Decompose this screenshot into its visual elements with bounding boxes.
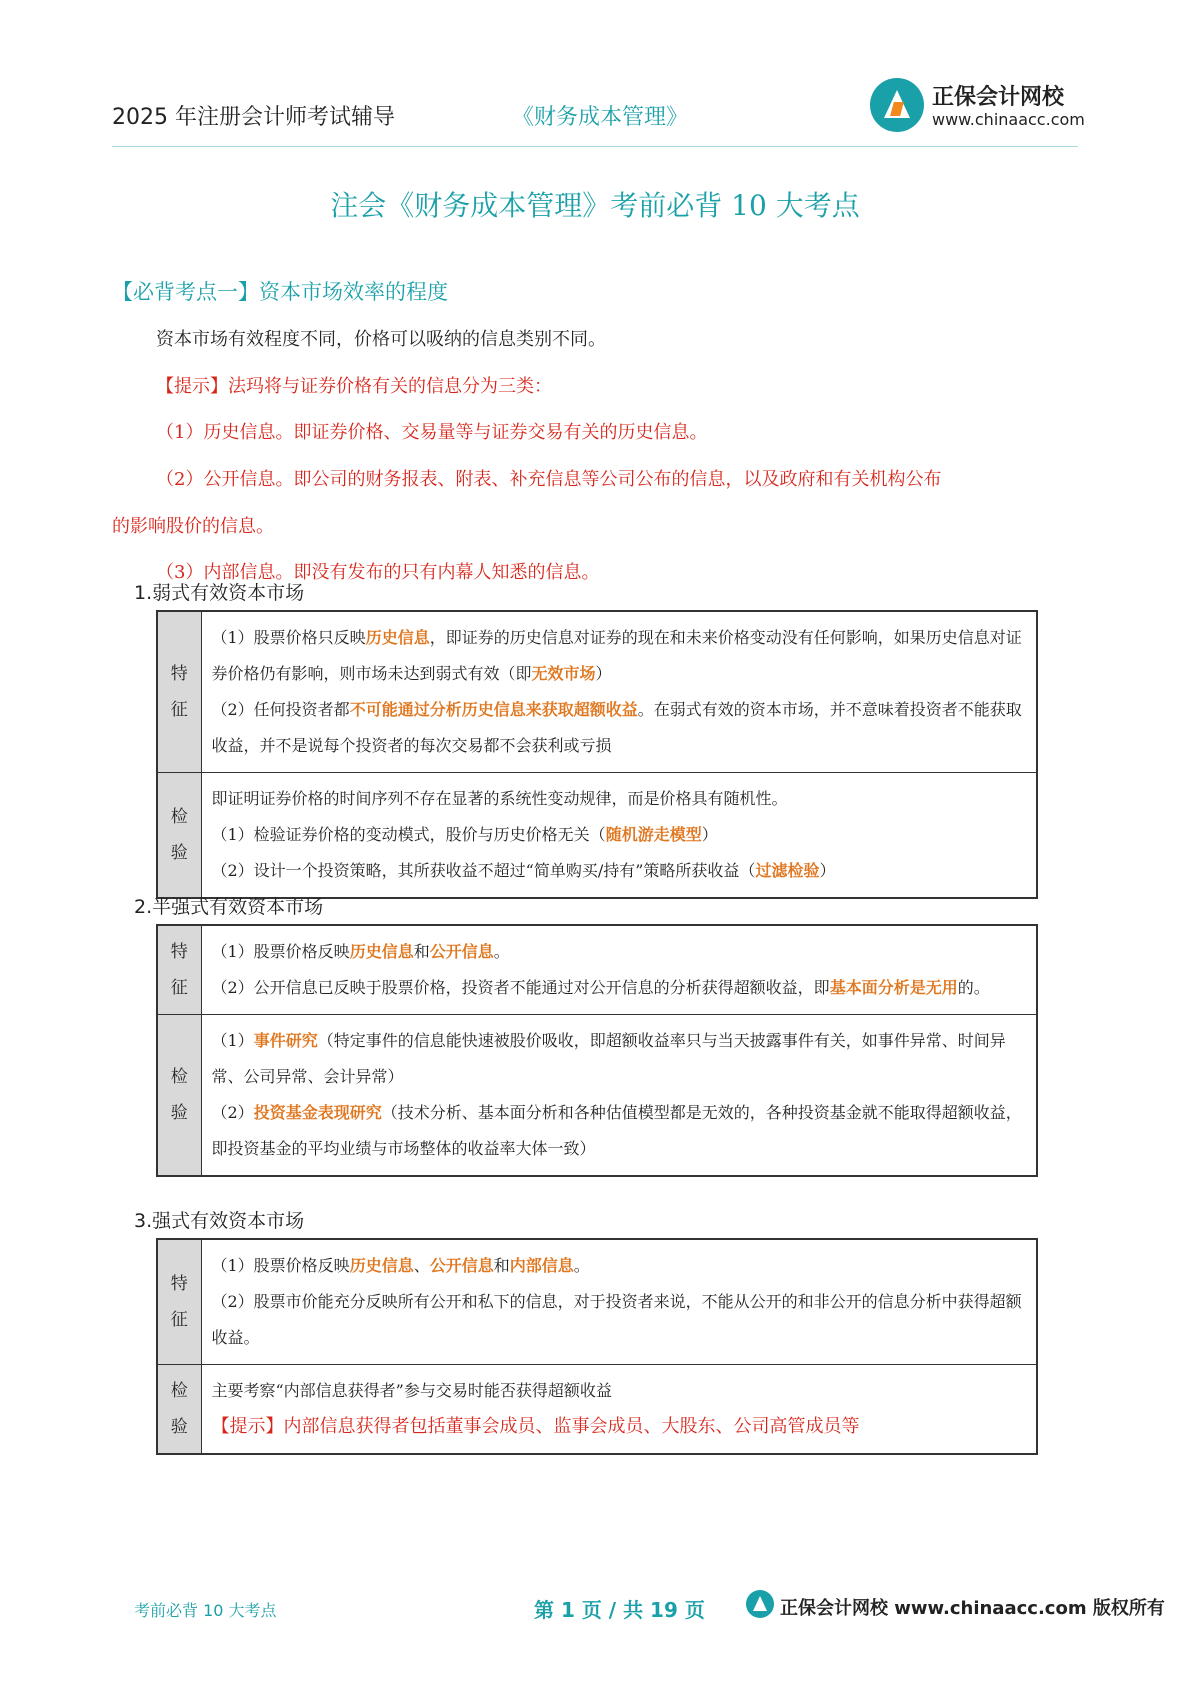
- table-row: [157, 773, 1037, 899]
- subject-title: 《财务成本管理》: [512, 105, 689, 130]
- table-row: [157, 1365, 1037, 1455]
- test-label: 检 验: [157, 1015, 201, 1177]
- brand-logo[interactable]: [870, 78, 1085, 138]
- header-divider: [112, 146, 1078, 147]
- tip-item-2: （2）公开信息。即公司的财务报表、附表、补充信息等公司公布的信息，以及政府和有关机构公布: [156, 469, 942, 490]
- tip-item-2-cont: 的影响股价的信息。: [112, 516, 274, 537]
- logo-url: www.chinaacc.com: [932, 110, 1085, 129]
- test-cell: [201, 1015, 1037, 1177]
- tip-heading: 【提示】法玛将与证券价格有关的信息分为三类：: [156, 376, 552, 397]
- feature-cell: [201, 925, 1037, 1015]
- feature-item: （1）股票价格只反映历史信息，即证券的历史信息对证券的现在和未来价格变动没有任何影响，如果历史信息对证券价格仍有影响，则市场未达到弱式有效（即无效市场）: [211, 628, 1022, 683]
- strong-table: [156, 1238, 1038, 1455]
- feature-label: 特 征: [157, 1239, 201, 1365]
- test-label: 检 验: [157, 773, 201, 899]
- table-row: [157, 1239, 1037, 1365]
- feature-item: （1）股票价格反映历史信息和公开信息。: [211, 942, 510, 961]
- table-row: [157, 925, 1037, 1015]
- tip-item-3: （3）内部信息。即没有发布的只有内幕人知悉的信息。: [156, 562, 600, 583]
- semi-table: [156, 924, 1038, 1177]
- test-item: （1）事件研究（特定事件的信息能快速被股价吸收，即超额收益率只与当天披露事件有关，如事件异常、时间异常、公司异常、会计异常）: [211, 1031, 1006, 1086]
- table-row: [157, 1015, 1037, 1177]
- test-item: 主要考察“内部信息获得者”参与交易时能否获得超额收益: [211, 1381, 612, 1400]
- strong-heading: 3.强式有效资本市场: [134, 1210, 305, 1232]
- page-number: 第 1 页 / 共 19 页: [534, 1598, 705, 1622]
- feature-label: 特 征: [157, 611, 201, 773]
- weak-heading: 1.弱式有效资本市场: [134, 582, 305, 604]
- test-item: （1）检验证券价格的变动模式，股价与历史价格无关（随机游走模型）: [211, 825, 718, 844]
- feature-cell: [201, 611, 1037, 773]
- test-item: （2）投资基金表现研究（技术分析、基本面分析和各种估值模型都是无效的，各种投资基金就不能取得超额收益，即投资基金的平均业绩与市场整体的收益率大体一致）: [211, 1103, 1022, 1158]
- logo-name: 正保会计网校: [932, 85, 1065, 110]
- test-item: （2）设计一个投资策略，其所获收益不超过“简单购买/持有”策略所获收益（过滤检验）: [211, 861, 836, 880]
- semi-heading: 2.半强式有效资本市场: [134, 896, 324, 918]
- footer-logo-icon: [746, 1590, 774, 1618]
- feature-label: 特 征: [157, 925, 201, 1015]
- test-item: 即证明证券价格的时间序列不存在显著的系统性变动规律，而是价格具有随机性。: [211, 789, 788, 808]
- table-row: [157, 611, 1037, 773]
- feature-item: （2）股票市价能充分反映所有公开和私下的信息，对于投资者来说，不能从公开的和非公开的信息分析中获得超额收益。: [211, 1292, 1022, 1347]
- weak-table: [156, 610, 1038, 899]
- test-tip: 【提示】内部信息获得者包括董事会成员、监事会成员、大股东、公司高管成员等: [211, 1416, 860, 1437]
- footer-copyright: 正保会计网校 www.chinaacc.com 版权所有: [780, 1598, 1165, 1619]
- feature-item: （1）股票价格反映历史信息、公开信息和内部信息。: [211, 1256, 590, 1275]
- feature-item: （2）公开信息已反映于股票价格，投资者不能通过对公开信息的分析获得超额收益，即基本面分析是无用的。: [211, 978, 990, 997]
- section-heading: 【必背考点一】资本市场效率的程度: [112, 280, 448, 304]
- feature-item: （2）任何投资者都不可能通过分析历史信息来获取超额收益。在弱式有效的资本市场，并不意味着投资者不能获取收益，并不是说每个投资者的每次交易都不会获利或亏损: [211, 700, 1022, 755]
- exam-title: 2025 年注册会计师考试辅导: [112, 105, 395, 130]
- tip-item-1: （1）历史信息。即证券价格、交易量等与证券交易有关的历史信息。: [156, 422, 708, 443]
- feature-cell: [201, 1239, 1037, 1365]
- test-label: 检 验: [157, 1365, 201, 1455]
- test-cell: [201, 1365, 1037, 1455]
- logo-icon: [870, 78, 924, 132]
- footer-title: 考前必背 10 大考点: [134, 1601, 277, 1620]
- test-cell: [201, 773, 1037, 899]
- section-intro: 资本市场有效程度不同，价格可以吸纳的信息类别不同。: [156, 329, 606, 350]
- document-title: 注会《财务成本管理》考前必背 10 大考点: [330, 189, 860, 222]
